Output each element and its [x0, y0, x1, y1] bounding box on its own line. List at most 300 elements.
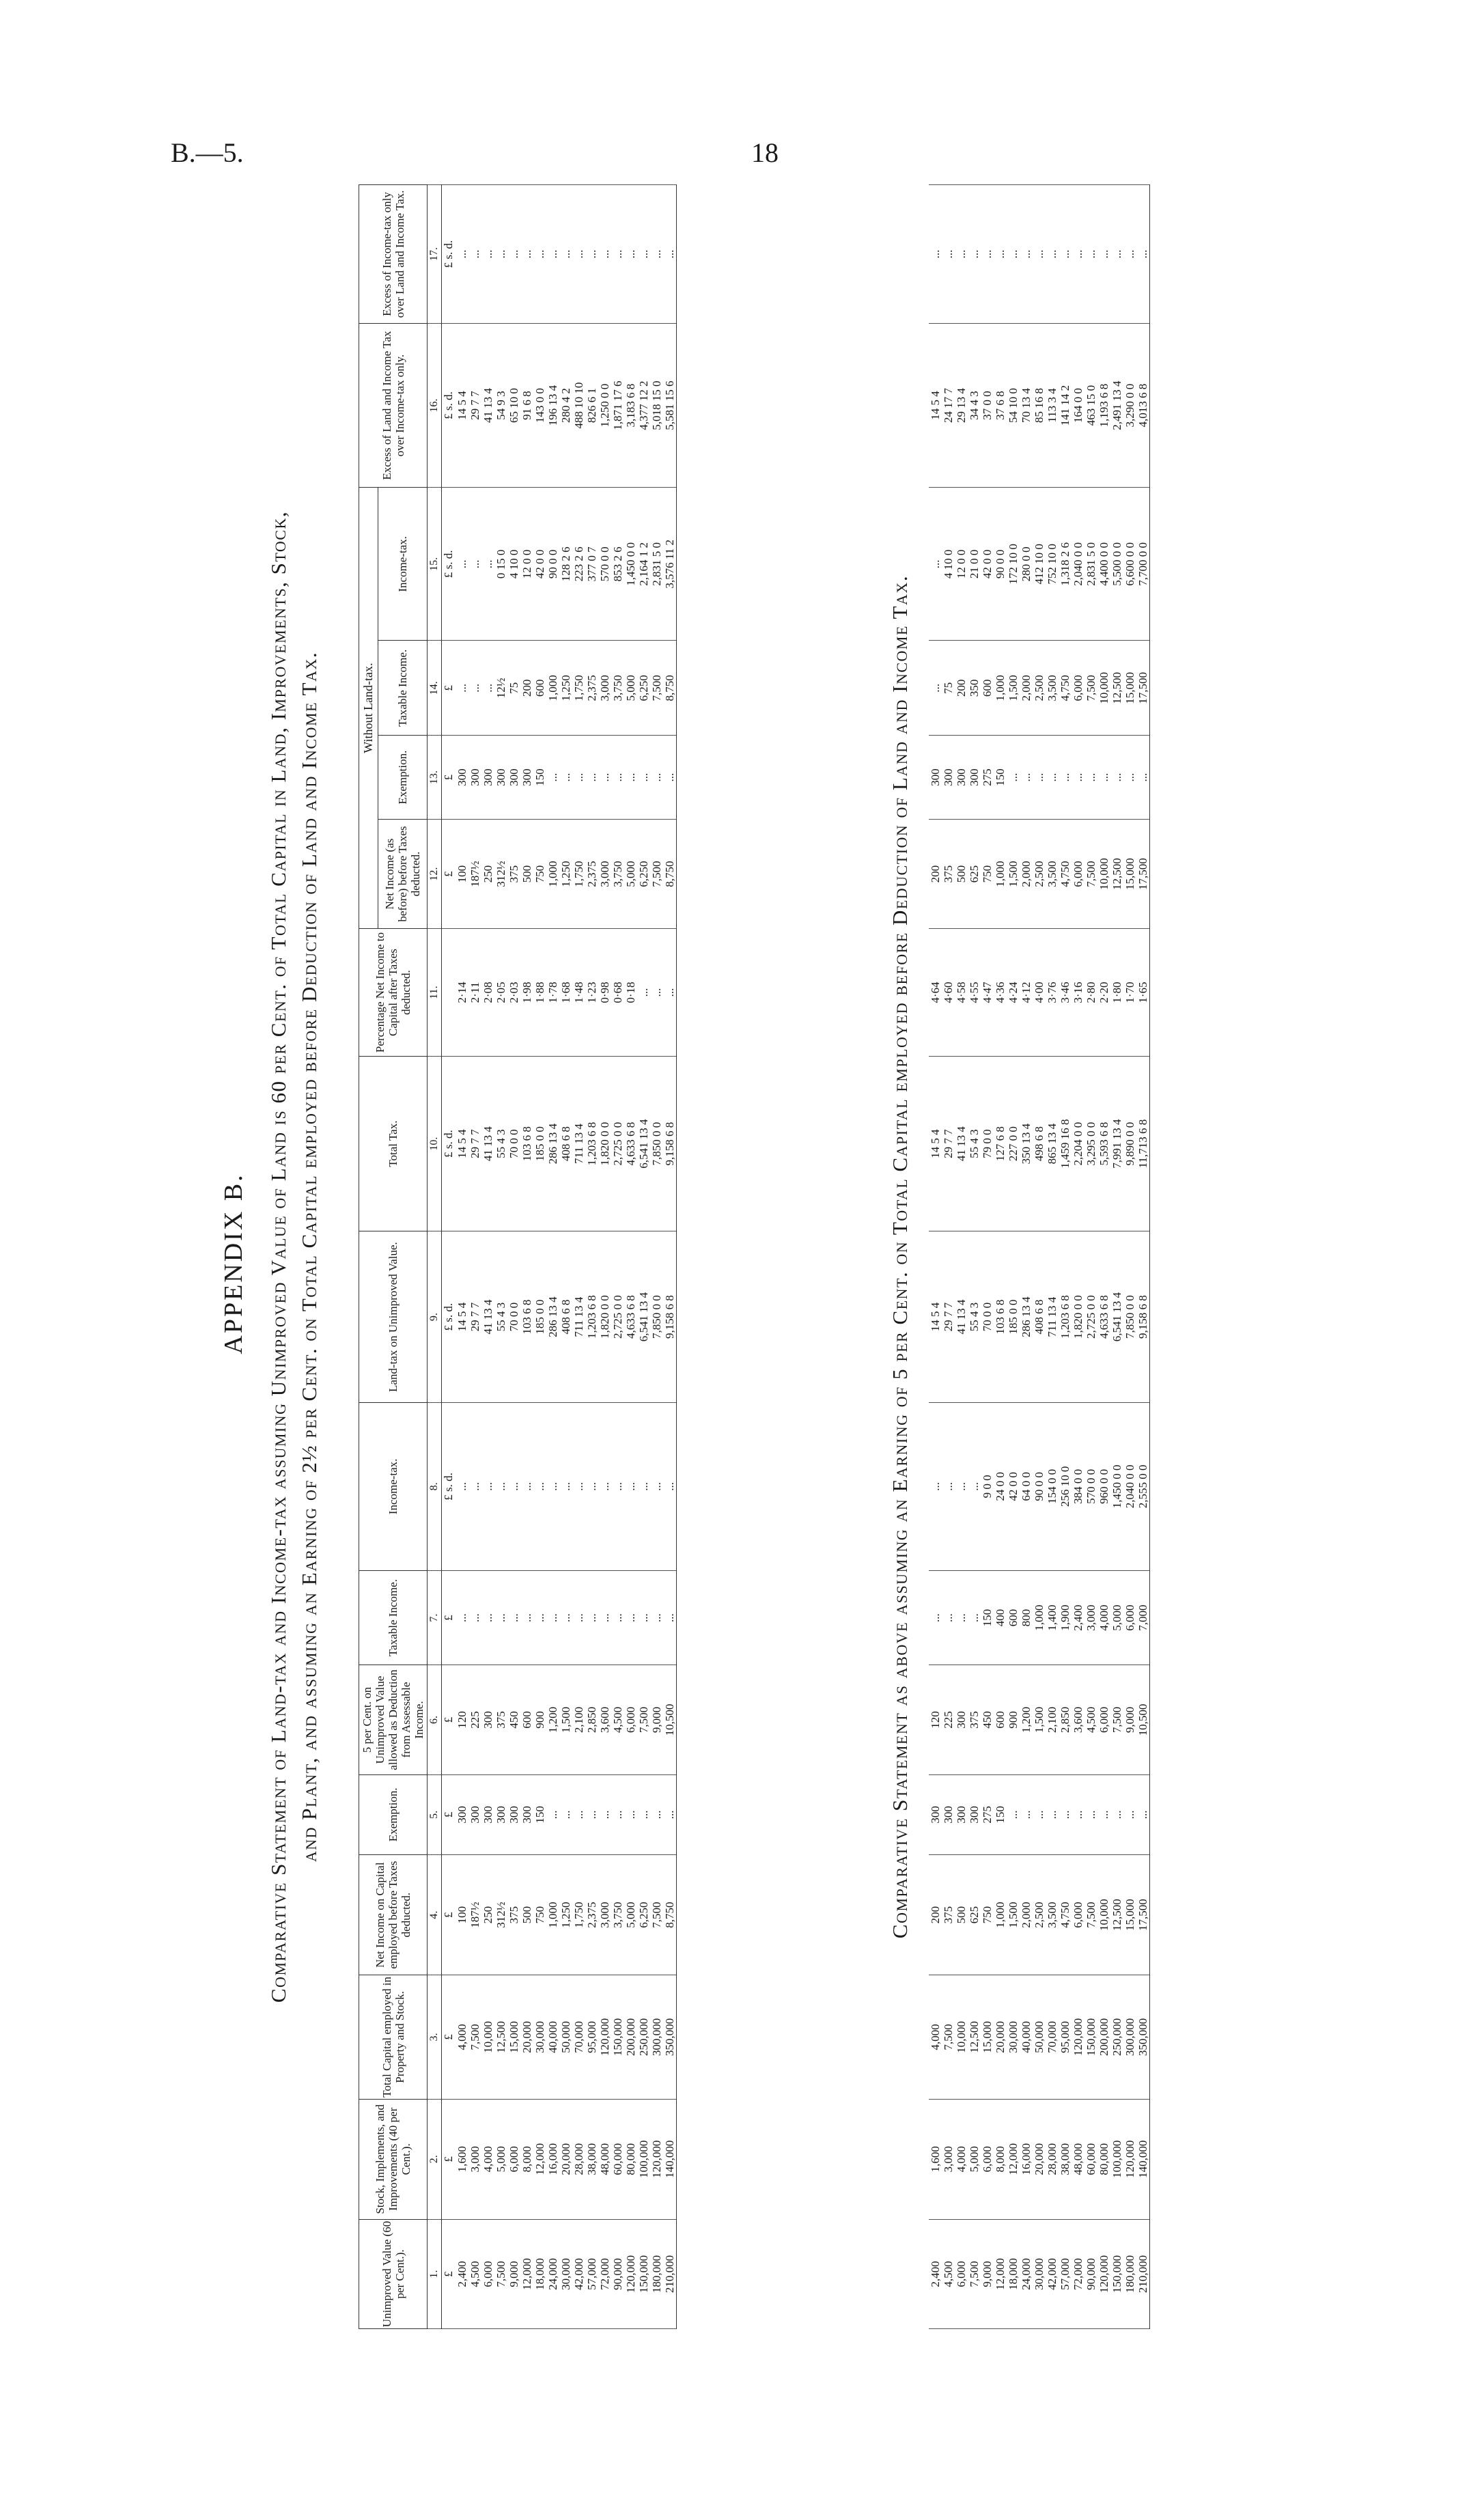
table-cell: 41 13 4 [955, 1056, 968, 1231]
table-cell: 900 [533, 1665, 546, 1774]
table-cell: 7,500 [494, 2219, 507, 2328]
table-row [1059, 185, 1072, 2329]
table-cell: 375 [507, 1855, 520, 1975]
table-cell: ... [456, 641, 468, 736]
table-cell: 3,183 6 8 [624, 323, 637, 487]
table-cell: 7,500 [1084, 1855, 1097, 1975]
table-cell: 275 [981, 1774, 994, 1854]
table-cell: 6,000 [1123, 1570, 1136, 1665]
table-row [1084, 185, 1097, 2329]
table-cell: 38,000 [585, 2099, 598, 2219]
table-cell: 29 13 4 [955, 323, 968, 487]
units-row [442, 185, 456, 2329]
table-cell: 72,000 [1072, 2219, 1084, 2328]
table-cell: 500 [520, 819, 533, 928]
table-cell: ... [1136, 1774, 1150, 1854]
table-cell: ... [650, 1403, 663, 1571]
table-cell: 185 0 0 [1007, 1231, 1020, 1403]
table-cell: 180,000 [650, 2219, 663, 2328]
table-cell: 2·11 [468, 929, 481, 1057]
table-cell: 300 [955, 736, 968, 820]
table-cell: 21 0 0 [968, 488, 981, 641]
table-cell: 4,000 [481, 2099, 494, 2219]
table-cell: 2,555 0 0 [1136, 1403, 1150, 1571]
col-header-11: Percentage Net Income to Capital after Taxes deducted. [359, 929, 428, 1057]
table-cell: 2,375 [585, 641, 598, 736]
table-cell: ... [494, 1570, 507, 1665]
table-cell: ... [1059, 1774, 1072, 1854]
table-cell: 10,000 [1097, 1855, 1110, 1975]
table-cell: ... [611, 736, 624, 820]
table-cell: 8,000 [994, 2099, 1007, 2219]
table-cell: 9,000 [1123, 1665, 1136, 1774]
table-cell: 14 5 4 [456, 1056, 468, 1231]
appendix-heading: APPENDIX B. [219, 1173, 248, 1354]
table-cell: 4,000 [955, 2099, 968, 2219]
table-cell: 16,000 [1020, 2099, 1033, 2219]
table-cell: 7,500 [650, 819, 663, 928]
table-cell: ... [572, 185, 585, 324]
table-cell: ... [533, 1403, 546, 1571]
unit-label-11 [442, 929, 456, 1057]
table-cell: ... [968, 1403, 981, 1571]
table-cell: 187½ [468, 819, 481, 928]
column-number-7: 7. [428, 1570, 442, 1665]
table-cell: 1,000 [994, 641, 1007, 736]
table-cell: ... [1123, 1774, 1136, 1854]
table-cell: ... [507, 1403, 520, 1571]
table-cell: ... [481, 1570, 494, 1665]
table-cell: 250,000 [637, 1975, 650, 2100]
table-cell: ... [468, 641, 481, 736]
table-cell: 1,820 0 0 [598, 1231, 611, 1403]
table-cell: 1,203 6 8 [585, 1231, 598, 1403]
table-cell: 140,000 [663, 2099, 677, 2219]
table-cell: 570 0 0 [1084, 1403, 1097, 1571]
table-cell: 100 [456, 819, 468, 928]
table-cell: ... [572, 1570, 585, 1665]
table-cell: 3,600 [1072, 1665, 1084, 1774]
table-cell: ... [572, 1774, 585, 1854]
table-cell: ... [942, 185, 955, 324]
table-cell: 1,000 [546, 641, 559, 736]
table-cell: 200,000 [1097, 1975, 1110, 2100]
table-cell: 1,000 [1033, 1570, 1046, 1665]
col-header-4: Net Income on Capital employed before Taxes deducted. [359, 1855, 428, 1975]
page-number: 18 [751, 137, 779, 168]
column-number-10: 10. [428, 1056, 442, 1231]
table-cell: 0·98 [598, 929, 611, 1057]
table-cell: ... [1072, 185, 1084, 324]
table-cell: 7,850 0 0 [650, 1231, 663, 1403]
table-cell: 250,000 [1110, 1975, 1123, 2100]
table-cell: ... [481, 1403, 494, 1571]
table-cell: 6,000 [1072, 819, 1084, 928]
unit-label-9: £ s. d. [442, 1231, 456, 1403]
table-cell: ... [598, 1774, 611, 1854]
table-cell: 2,100 [572, 1665, 585, 1774]
table-cell: 408 6 8 [559, 1231, 572, 1403]
table-cell: ... [585, 185, 598, 324]
table-cell: 960 0 0 [1097, 1403, 1110, 1571]
table-cell: 55 4 3 [968, 1231, 981, 1403]
table-cell: 60,000 [611, 2099, 624, 2219]
table-cell: 150 [981, 1570, 994, 1665]
table-cell: 5,000 [624, 819, 637, 928]
table-cell: 150,000 [611, 1975, 624, 2100]
table-cell: 1,250 0 0 [598, 323, 611, 487]
table-cell: 280 0 0 [1020, 488, 1033, 641]
table-cell: ... [1097, 185, 1110, 324]
table-cell: 15,000 [507, 1975, 520, 2100]
table-row [1007, 185, 1020, 2329]
table-cell: 275 [981, 736, 994, 820]
table-cell: 60,000 [1084, 2099, 1097, 2219]
table-cell: 312½ [494, 1855, 507, 1975]
table-row [585, 185, 598, 2329]
column-number-5: 5. [428, 1774, 442, 1854]
table-cell: 7,850 0 0 [650, 1056, 663, 1231]
table-cell: ... [663, 1570, 677, 1665]
table-cell: 24 0 0 [994, 1403, 1007, 1571]
col-header-6: 5 per Cent. on Unimproved Value allowed as Deduction from Assessable Income. [359, 1665, 428, 1774]
table-cell: 4,750 [1059, 1855, 1072, 1975]
table-cell: 286 13 4 [1020, 1231, 1033, 1403]
table-cell: 28,000 [572, 2099, 585, 2219]
table-cell: 2,850 [585, 1665, 598, 1774]
table-row [481, 185, 494, 2329]
table-cell: 500 [955, 819, 968, 928]
table-cell: 300 [481, 1665, 494, 1774]
table-row [968, 185, 981, 2329]
table-cell: 4,750 [1059, 641, 1072, 736]
table-row [955, 185, 968, 2329]
table-cell: 30,000 [559, 2219, 572, 2328]
table-cell: 5,000 [1110, 1570, 1123, 1665]
column-number-15: 15. [428, 488, 442, 641]
table-cell: ... [611, 185, 624, 324]
table-cell: 103 6 8 [520, 1056, 533, 1231]
unit-label-15: £ s. d. [442, 488, 456, 641]
table-row [942, 185, 955, 2329]
table-cell: 7,500 [637, 1665, 650, 1774]
table-cell: 127 6 8 [994, 1056, 1007, 1231]
table-cell: ... [481, 185, 494, 324]
table-cell: 2,164 1 2 [637, 488, 650, 641]
table-cell: 500 [955, 1855, 968, 1975]
table-cell: 20,000 [994, 1975, 1007, 2100]
column-number-16: 16. [428, 323, 442, 487]
table-cell: 600 [994, 1665, 1007, 1774]
table-cell: 4·55 [968, 929, 981, 1057]
table-cell: 140,000 [1136, 2099, 1150, 2219]
table-cell: ... [611, 1403, 624, 1571]
table-row [494, 185, 507, 2329]
table-cell: 750 [981, 1855, 994, 1975]
table-row [1072, 185, 1084, 2329]
table-cell: ... [520, 1570, 533, 1665]
table-cell: 1,500 [1007, 819, 1020, 928]
table-cell: 14 5 4 [456, 323, 468, 487]
table-cell: 120,000 [624, 2219, 637, 2328]
table-cell: 37 0 0 [981, 323, 994, 487]
table-cell: ... [468, 185, 481, 324]
table-cell: 4·00 [1033, 929, 1046, 1057]
table-cell: 4·58 [955, 929, 968, 1057]
col-header-7: Taxable Income. [359, 1570, 428, 1665]
col-header-12: Net Income (as before) before Taxes deducted. [378, 819, 427, 928]
table-cell: 6,000 [624, 1665, 637, 1774]
table-cell: 1,200 [1020, 1665, 1033, 1774]
table-cell: 375 [507, 819, 520, 928]
table-cell: 150,000 [1110, 2219, 1123, 2328]
table-cell: 5,581 15 6 [663, 323, 677, 487]
table-cell: 0·68 [611, 929, 624, 1057]
table-cell: 5,593 6 8 [1097, 1056, 1110, 1231]
column-number-8: 8. [428, 1403, 442, 1571]
table-cell: 29 7 7 [468, 1056, 481, 1231]
table-cell: 16,000 [546, 2099, 559, 2219]
table-cell: 300 [494, 736, 507, 820]
table-cell: 20,000 [1033, 2099, 1046, 2219]
table-cell: 300 [494, 1774, 507, 1854]
table-row [456, 185, 468, 2329]
table-cell: 2,000 [1020, 1855, 1033, 1975]
table-cell: ... [663, 929, 677, 1057]
table-cell: ... [1020, 736, 1033, 820]
table-cell: 1,600 [929, 2099, 942, 2219]
table-cell: 10,500 [1136, 1665, 1150, 1774]
table-cell: 1·48 [572, 929, 585, 1057]
table-cell: 24,000 [546, 2219, 559, 2328]
table-row [611, 185, 624, 2329]
table-cell: 100,000 [1110, 2099, 1123, 2219]
table-cell: ... [1007, 185, 1020, 324]
column-number-3: 3. [428, 1975, 442, 2100]
table-cell: 29 7 7 [942, 1056, 955, 1231]
table-cell: ... [637, 1774, 650, 1854]
table-cell: 750 [533, 819, 546, 928]
table-cell: 6,600 0 0 [1123, 488, 1136, 641]
table-cell: ... [637, 1403, 650, 1571]
table-cell: 488 10 10 [572, 323, 585, 487]
table-cell: ... [598, 185, 611, 324]
table-row [1097, 185, 1110, 2329]
table-cell: 15,000 [981, 1975, 994, 2100]
col-header-17: Excess of Income-tax only over Land and Income Tax. [359, 185, 428, 324]
table-cell: 7,500 [650, 1855, 663, 1975]
table-cell: 75 [507, 641, 520, 736]
table-cell: 150 [533, 1774, 546, 1854]
col-header-10: Total Tax. [359, 1056, 428, 1231]
table-cell: 1,500 [1007, 1855, 1020, 1975]
table-cell: ... [650, 736, 663, 820]
table-cell: ... [637, 1570, 650, 1665]
table-cell: 225 [468, 1665, 481, 1774]
table-cell: ... [507, 1570, 520, 1665]
table-cell: 42 0 0 [1007, 1403, 1020, 1571]
table-cell: 256 10 0 [1059, 1403, 1072, 1571]
table-cell: ... [637, 185, 650, 324]
table-cell: 3,500 [1046, 819, 1059, 928]
table-cell: 120,000 [1072, 1975, 1084, 2100]
table-row [981, 185, 994, 2329]
table-cell: 1·65 [1136, 929, 1150, 1057]
table-cell: 1,000 [994, 819, 1007, 928]
table-cell: 6,250 [637, 819, 650, 928]
table-cell: ... [468, 1403, 481, 1571]
table-cell: 8,750 [663, 1855, 677, 1975]
table-cell: ... [456, 1570, 468, 1665]
table-row [507, 185, 520, 2329]
table-cell: 1,459 16 8 [1059, 1056, 1072, 1231]
unit-label-2: £ [442, 2099, 456, 2219]
table-cell: 150,000 [637, 2219, 650, 2328]
table-cell: ... [533, 185, 546, 324]
table-cell: ... [1084, 736, 1097, 820]
unit-label-7: £ [442, 1570, 456, 1665]
table-row [663, 185, 677, 2329]
table-cell: ... [1084, 1774, 1097, 1854]
table-cell: 300 [507, 736, 520, 820]
table-cell: ... [559, 1403, 572, 1571]
table-cell: 300 [955, 1665, 968, 1774]
table-cell: 12,500 [968, 1975, 981, 2100]
table-cell: ... [650, 1570, 663, 1665]
table-row [559, 185, 572, 2329]
col-header-3: Total Capital employed in Property and Stock. [359, 1975, 428, 2100]
table-cell: 7,500 [1110, 1665, 1123, 1774]
table-cell: 6,541 13 4 [637, 1056, 650, 1231]
column-number-6: 6. [428, 1665, 442, 1774]
table-cell: ... [494, 185, 507, 324]
table-cell: 7,500 [968, 2219, 981, 2328]
table-cell: 29 7 7 [942, 1231, 955, 1403]
table-cell: 1,750 [572, 819, 585, 928]
table-cell: 2,100 [1046, 1665, 1059, 1774]
table-cell: 103 6 8 [994, 1231, 1007, 1403]
table-cell: 91 6 8 [520, 323, 533, 487]
table-cell: 34 4 3 [968, 323, 981, 487]
table-row [994, 185, 1007, 2329]
table-cell: 6,000 [481, 2219, 494, 2328]
col-header-8: Income-tax. [359, 1403, 428, 1571]
table-cell: 280 4 2 [559, 323, 572, 487]
table-cell: ... [1072, 736, 1084, 820]
table-cell: 6,000 [981, 2099, 994, 2219]
table-cell: 6,000 [507, 2099, 520, 2219]
table-cell: ... [456, 185, 468, 324]
table-cell: 4,013 6 8 [1136, 323, 1150, 487]
table-cell: 2·14 [456, 929, 468, 1057]
table-cell: 200 [955, 641, 968, 736]
table-cell: 50,000 [559, 1975, 572, 2100]
table-cell: ... [663, 736, 677, 820]
table-cell: 625 [968, 1855, 981, 1975]
table-cell: 2,204 0 0 [1072, 1056, 1084, 1231]
table-cell: 6,000 [955, 2219, 968, 2328]
table-cell: 300 [955, 1774, 968, 1854]
table-cell: 90 0 0 [994, 488, 1007, 641]
table-cell: 1,450 0 0 [1110, 1403, 1123, 1571]
table-cell: 1,203 6 8 [1059, 1231, 1072, 1403]
table-cell: 90 0 0 [546, 488, 559, 641]
table-cell: 5,000 [624, 641, 637, 736]
table-cell: 1,000 [546, 819, 559, 928]
table-cell: 29 7 7 [468, 323, 481, 487]
table-cell: 120 [929, 1665, 942, 1774]
table-cell: 120,000 [1123, 2099, 1136, 2219]
col-header-5: Exemption. [359, 1774, 428, 1854]
table-cell: 2,400 [1072, 1570, 1084, 1665]
table-cell: 55 4 3 [494, 1056, 507, 1231]
col-header-14: Taxable Income. [378, 641, 427, 736]
table-cell: 312½ [494, 819, 507, 928]
table-cell: 2,400 [929, 2219, 942, 2328]
table-cell: ... [968, 185, 981, 324]
table-cell: 752 10 0 [1046, 488, 1059, 641]
table-cell: 17,500 [1136, 819, 1150, 928]
table-cell: 800 [1020, 1570, 1033, 1665]
table-cell: 1,203 6 8 [585, 1056, 598, 1231]
table-cell: 6,250 [637, 1855, 650, 1975]
table-cell: 5,018 15 0 [650, 323, 663, 487]
table-cell: 1·98 [520, 929, 533, 1057]
table-cell: 1,500 [1033, 1665, 1046, 1774]
table-cell: 185 0 0 [533, 1056, 546, 1231]
table-cell: 2,491 13 4 [1110, 323, 1123, 487]
table-cell: 70,000 [1046, 1975, 1059, 2100]
table-row [929, 185, 942, 2329]
table-cell: 2,000 [1020, 641, 1033, 736]
table-cell: 4·36 [994, 929, 1007, 1057]
table-row [533, 185, 546, 2329]
table-cell: 375 [968, 1665, 981, 1774]
table-cell: 40,000 [546, 1975, 559, 2100]
table-cell: ... [611, 1774, 624, 1854]
table-cell: 300 [468, 1774, 481, 1854]
table-cell: ... [1046, 1774, 1059, 1854]
table-cell: ... [533, 1570, 546, 1665]
table-row [1046, 185, 1059, 2329]
table-cell: 300 [929, 1774, 942, 1854]
table-cell: 0·18 [624, 929, 637, 1057]
table-cell: 6,000 [1072, 1855, 1084, 1975]
table-cell: ... [559, 185, 572, 324]
table-cell: 54 10 0 [1007, 323, 1020, 487]
column-number-12: 12. [428, 819, 442, 928]
table-cell: 750 [981, 819, 994, 928]
table-cell: ... [929, 1403, 942, 1571]
table-cell: 150 [994, 736, 1007, 820]
table-cell: 41 13 4 [955, 1231, 968, 1403]
col-header-16: Excess of Land and Income Tax over Income-tax only. [359, 323, 428, 487]
table-cell: ... [663, 1774, 677, 1854]
table-cell: 4·47 [981, 929, 994, 1057]
table-cell: ... [481, 488, 494, 641]
table-cell: 4·60 [942, 929, 955, 1057]
table-cell: 300 [456, 736, 468, 820]
table-cell: 300 [456, 1774, 468, 1854]
table-cell: 2,375 [585, 819, 598, 928]
col-header-9: Land-tax on Unimproved Value. [359, 1231, 428, 1403]
table-cell: 18,000 [1007, 2219, 1020, 2328]
table-cell: 30,000 [1033, 2219, 1046, 2328]
table-cell: ... [637, 736, 650, 820]
table-cell: 6,000 [1097, 1665, 1110, 1774]
table-cell: 6,541 13 4 [1110, 1231, 1123, 1403]
table-cell: 9,000 [507, 2219, 520, 2328]
